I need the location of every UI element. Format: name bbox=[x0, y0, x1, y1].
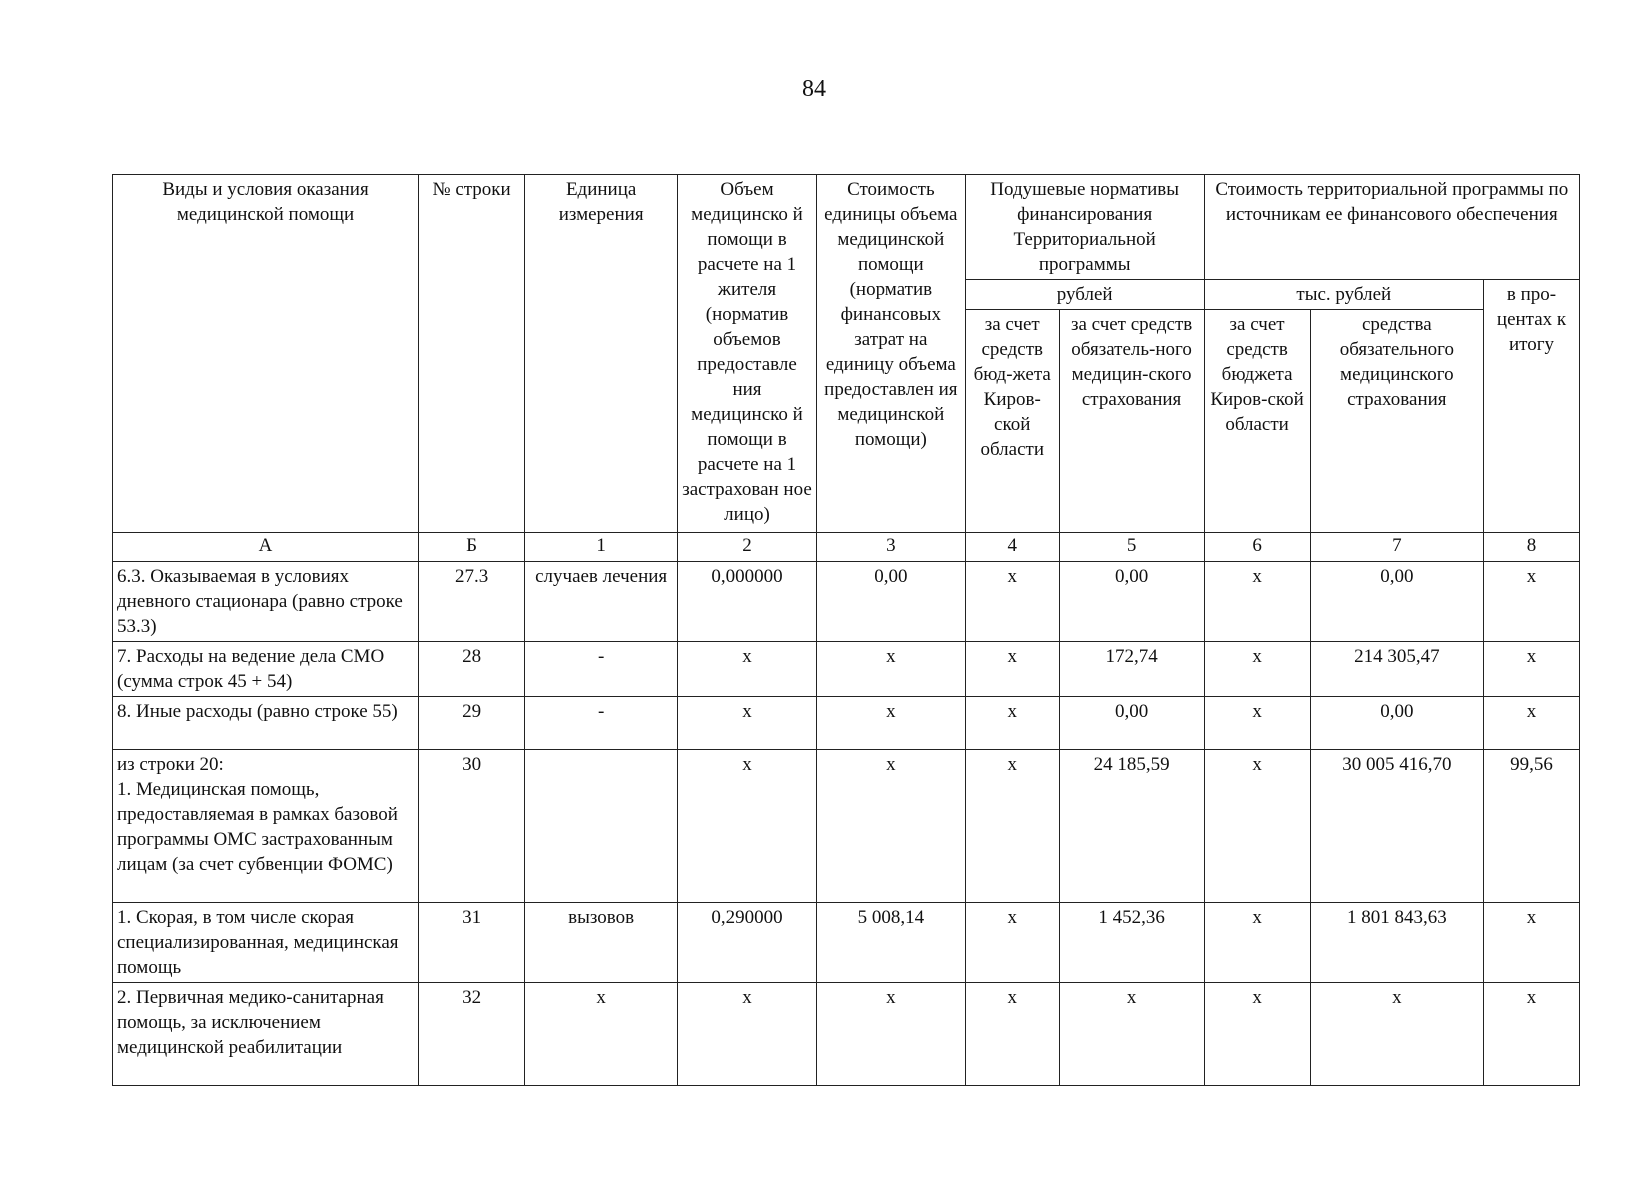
row-col-4: х bbox=[965, 983, 1059, 1086]
index-cell: 1 bbox=[525, 533, 678, 562]
row-col-8: х bbox=[1484, 642, 1580, 697]
row-cost: х bbox=[816, 697, 965, 750]
row-unit: - bbox=[525, 642, 678, 697]
header-col-7: средства обязательного медицинского страхования bbox=[1310, 310, 1483, 533]
row-name: 8. Иные расходы (равно строке 55) bbox=[113, 697, 419, 750]
row-col-4: х bbox=[965, 750, 1059, 903]
header-col-5: за счет средств обязатель-ного медицин-ского страхования bbox=[1059, 310, 1204, 533]
table-row bbox=[113, 562, 1580, 642]
index-cell: 8 bbox=[1484, 533, 1580, 562]
header-col-2: Объем медицинско й помощи в расчете на 1 жителя (норматив объемов предоставле ния медицинско й помощи в расчете на 1 застрахован ное лицо) bbox=[678, 175, 817, 533]
row-col-5: 1 452,36 bbox=[1059, 903, 1204, 983]
row-col-5: х bbox=[1059, 983, 1204, 1086]
row-col-8: х bbox=[1484, 697, 1580, 750]
header-unit-thousand-rub: тыс. рублей bbox=[1204, 280, 1484, 310]
row-col-8: х bbox=[1484, 562, 1580, 642]
row-line-number: 32 bbox=[419, 983, 525, 1086]
table-row bbox=[113, 642, 1580, 697]
header-unit-rub: рублей bbox=[965, 280, 1204, 310]
header-row-1 bbox=[113, 175, 1580, 280]
row-cost: х bbox=[816, 983, 965, 1086]
row-col-5: 24 185,59 bbox=[1059, 750, 1204, 903]
row-col-4: х bbox=[965, 562, 1059, 642]
table-row bbox=[113, 750, 1580, 903]
index-cell: А bbox=[113, 533, 419, 562]
row-unit: случаев лечения bbox=[525, 562, 678, 642]
row-cost: 0,00 bbox=[816, 562, 965, 642]
header-col-6: за счет средств бюджета Киров-ской области bbox=[1204, 310, 1310, 533]
table-row bbox=[113, 697, 1580, 750]
row-line-number: 28 bbox=[419, 642, 525, 697]
row-unit: вызовов bbox=[525, 903, 678, 983]
financing-table bbox=[112, 174, 1580, 1086]
row-volume: х bbox=[678, 642, 817, 697]
row-col-4: х bbox=[965, 903, 1059, 983]
index-cell: 6 bbox=[1204, 533, 1310, 562]
row-col-7: 214 305,47 bbox=[1310, 642, 1483, 697]
row-col-7: 0,00 bbox=[1310, 562, 1483, 642]
index-cell: 7 bbox=[1310, 533, 1483, 562]
page-number: 84 bbox=[802, 76, 826, 102]
row-cost: 5 008,14 bbox=[816, 903, 965, 983]
row-volume: х bbox=[678, 983, 817, 1086]
table-row bbox=[113, 983, 1580, 1086]
row-line-number: 27.3 bbox=[419, 562, 525, 642]
header-col-4: за счет средств бюд-жета Киров-ской области bbox=[965, 310, 1059, 533]
index-cell: 5 bbox=[1059, 533, 1204, 562]
row-unit bbox=[525, 750, 678, 903]
row-volume: х bbox=[678, 697, 817, 750]
header-col-b: № строки bbox=[419, 175, 525, 533]
row-col-6: х bbox=[1204, 642, 1310, 697]
row-volume: х bbox=[678, 750, 817, 903]
row-volume: 0,290000 bbox=[678, 903, 817, 983]
row-line-number: 29 bbox=[419, 697, 525, 750]
row-line-number: 30 bbox=[419, 750, 525, 903]
row-col-6: х bbox=[1204, 903, 1310, 983]
row-name: 2. Первичная медико-санитарная помощь, за исключением медицинской реабилитации bbox=[113, 983, 419, 1086]
row-col-5: 172,74 bbox=[1059, 642, 1204, 697]
row-name-text: 1. Медицинская помощь, предоставляемая в рамках базовой программы ОМС застрахованным лицам (за счет субвенции ФОМС) bbox=[117, 779, 398, 875]
row-cost: х bbox=[816, 750, 965, 903]
row-cost: х bbox=[816, 642, 965, 697]
row-volume: 0,000000 bbox=[678, 562, 817, 642]
row-line-number: 31 bbox=[419, 903, 525, 983]
row-col-8: 99,56 bbox=[1484, 750, 1580, 903]
header-group-cost: Стоимость территориальной программы по источникам ее финансового обеспечения bbox=[1204, 175, 1579, 280]
row-col-8: х bbox=[1484, 983, 1580, 1086]
index-cell: 2 bbox=[678, 533, 817, 562]
row-col-6: х bbox=[1204, 750, 1310, 903]
row-col-5: 0,00 bbox=[1059, 562, 1204, 642]
index-cell: Б bbox=[419, 533, 525, 562]
row-col-7: 0,00 bbox=[1310, 697, 1483, 750]
row-col-6: х bbox=[1204, 697, 1310, 750]
header-col-1: Единица измерения bbox=[525, 175, 678, 533]
row-name-prefix: из строки 20: bbox=[117, 754, 224, 775]
header-group-per-capita: Подушевые нормативы финансирования Территориальной программы bbox=[965, 175, 1204, 280]
row-col-7: 1 801 843,63 bbox=[1310, 903, 1483, 983]
row-col-4: х bbox=[965, 642, 1059, 697]
row-col-7: х bbox=[1310, 983, 1483, 1086]
index-cell: 3 bbox=[816, 533, 965, 562]
row-name: 7. Расходы на ведение дела СМО (сумма строк 45 + 54) bbox=[113, 642, 419, 697]
row-unit: - bbox=[525, 697, 678, 750]
row-col-5: 0,00 bbox=[1059, 697, 1204, 750]
header-unit-percent: в про-центах к итогу bbox=[1484, 280, 1580, 533]
row-unit: х bbox=[525, 983, 678, 1086]
table-row bbox=[113, 903, 1580, 983]
row-name: 6.3. Оказываемая в условиях дневного стационара (равно строке 53.3) bbox=[113, 562, 419, 642]
header-col-3: Стоимость единицы объема медицинской помощи (норматив финансовых затрат на единицу объема предоставлен ия медицинской помощи) bbox=[816, 175, 965, 533]
row-col-6: х bbox=[1204, 983, 1310, 1086]
index-row bbox=[113, 533, 1580, 562]
row-col-7: 30 005 416,70 bbox=[1310, 750, 1483, 903]
row-col-6: х bbox=[1204, 562, 1310, 642]
index-cell: 4 bbox=[965, 533, 1059, 562]
row-col-4: х bbox=[965, 697, 1059, 750]
row-name bbox=[113, 750, 419, 903]
row-col-8: х bbox=[1484, 903, 1580, 983]
row-name: 1. Скорая, в том числе скорая специализированная, медицинская помощь bbox=[113, 903, 419, 983]
header-col-a: Виды и условия оказания медицинской помощи bbox=[113, 175, 419, 533]
